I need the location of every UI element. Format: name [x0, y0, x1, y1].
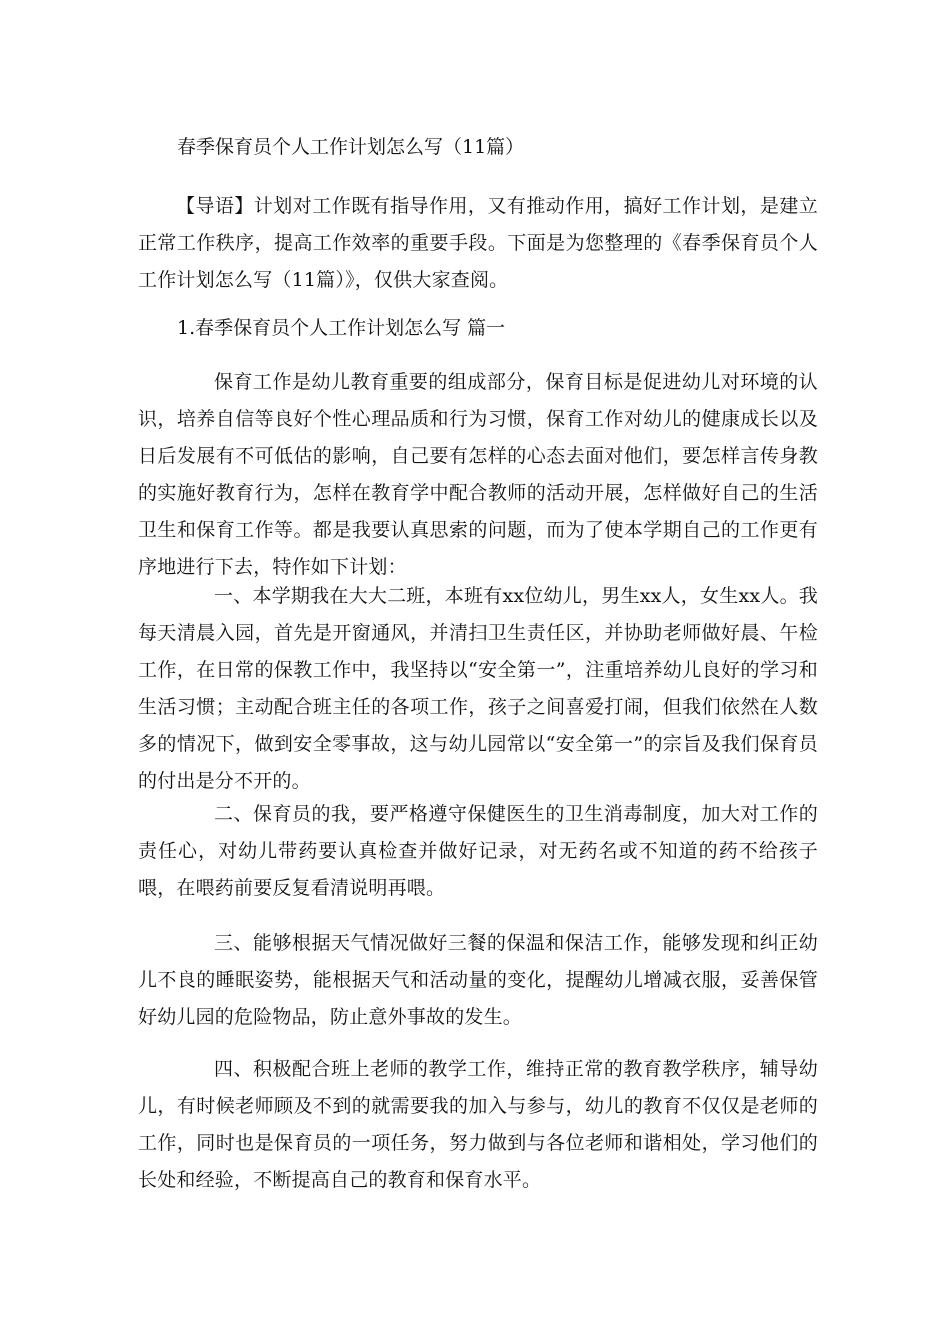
body-paragraph-one: 一、本学期我在大大二班，本班有xx位幼儿，男生xx人，女生xx人。我每天清晨入园，首先是开窗通风，并清扫卫生责任区，并协助老师做好晨、午检工作，在日常的保教工作中，我坚持以“安全第一”，注重培养幼儿良好的学习和生活习惯；主动配合班主任的各项工作，孩子之间喜爱打闹，但我们依然在人数多的情况下，做到安全零事故，这与幼儿园常以“安全第一”的宗旨及我们保育员的付出是分不开的。 [138, 585, 818, 792]
body-paragraph-intro: 保育工作是幼儿教育重要的组成部分，保育目标是促进幼儿对环境的认识，培养自信等良好个性心理品质和行为习惯，保育工作对幼儿的健康成长以及日后发展有不可低估的影响，自己要有怎样的心态去面对他们，要怎样言传身教的实施好教育行为，怎样在教育学中配合教师的活动开展，怎样做好自己的生活卫生和保育工作等。都是我要认真思索的问题，而为了使本学期自己的工作更有序地进行下去，特作如下计划： [138, 371, 818, 578]
document-title: 春季保育员个人工作计划怎么写（11篇） [177, 136, 525, 158]
section-heading: 1.春季保育员个人工作计划怎么写 篇一 [177, 317, 506, 339]
body-paragraph-four: 四、积极配合班上老师的教学工作，维持正常的教育教学秩序，辅导幼儿，有时候老师顾及不到的就需要我的加入与参与，幼儿的教育不仅仅是老师的工作，同时也是保育员的一项任务，努力做到与各位老师和谐相处，学习他们的长处和经验，不断提高自己的教育和保育水平。 [138, 1058, 818, 1191]
body-paragraph-two: 二、保育员的我，要严格遵守保健医生的卫生消毒制度，加大对工作的责任心，对幼儿带药要认真检查并做好记录，对无药名或不知道的药不给孩子喂，在喂药前要反复看清说明再喂。 [138, 803, 818, 899]
body-paragraph-three: 三、能够根据天气情况做好三餐的保温和保洁工作，能够发现和纠正幼儿不良的睡眠姿势，能根据天气和活动量的变化，提醒幼儿增减衣服，妥善保管好幼儿园的危险物品，防止意外事故的发生。 [138, 932, 818, 1028]
lead-paragraph: 【导语】计划对工作既有指导作用，又有推动作用，搞好工作计划，是建立正常工作秩序，提高工作效率的重要手段。下面是为您整理的《春季保育员个人工作计划怎么写（11篇）》，仅供大家查阅。 [138, 195, 818, 291]
